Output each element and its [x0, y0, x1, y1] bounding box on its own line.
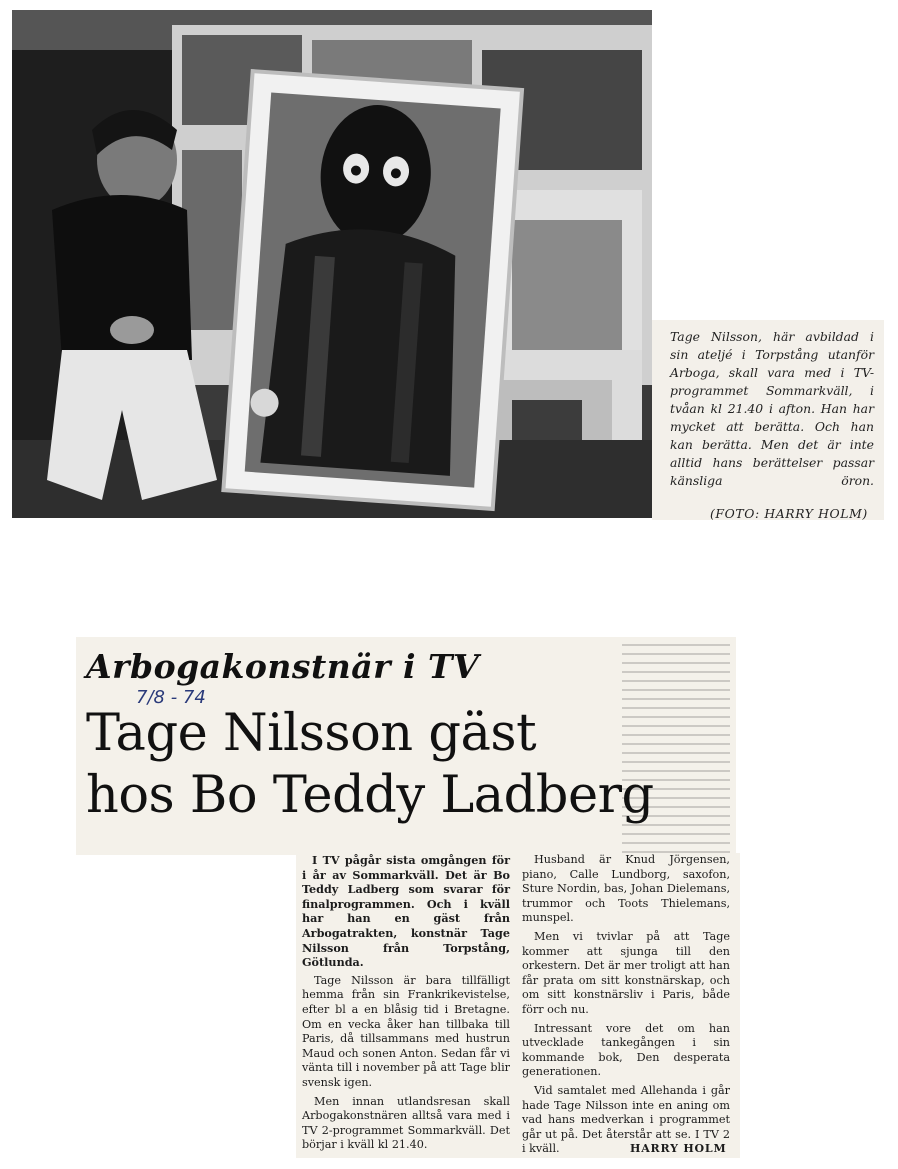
article-header [76, 637, 736, 855]
article-kicker: Arbogakonstnär i TV [86, 647, 480, 686]
handwritten-date: 7/8 - 74 [136, 687, 206, 708]
photo-credit: (FOTO: HARRY HOLM) [710, 506, 868, 521]
article-paragraph: Husband är Knud Jörgensen, piano, Calle Lundborg, saxofon, Sture Nordin, bas, Johan Dielemans, trummor och Toots Thielemans, munspel. [522, 853, 730, 925]
article-column-2 [522, 853, 730, 1161]
article-lead: I TV pågår sista omgången för i år av Sommarkväll. Det är Bo Teddy Ladberg som svarar för finalprogrammen. Och i kväll har han en gäst från Arbogatrakten, konstnär Tage Nilsson från Torpstång, Götlunda. [302, 853, 510, 970]
article-paragraph: Tage Nilsson är bara tillfälligt hemma från sin Frankrikevistelse, efter bl a en blåsig tid i Bretagne. Om en vecka åker han tillbaka till Paris, då tillsammans med hustrun Maud och sonen Anton. Sedan får vi vänta till i november på att Tage blir svensk igen. [302, 973, 510, 1089]
headline-line-1: Tage Nilsson gäst [86, 704, 537, 763]
photo-caption [652, 320, 884, 520]
article-headline [86, 703, 654, 827]
article-column-1 [302, 853, 510, 1157]
article-byline: HARRY HOLM [630, 1142, 727, 1155]
article-paragraph: Men vi tvivlar på att Tage kommer att sjunga till den orkestern. Det är mer troligt att han får prata om sitt konstnärskap, och om sitt konstnärsliv i Paris, både förr och nu. [522, 929, 730, 1016]
headline-line-2: hos Bo Teddy Ladberg [86, 766, 654, 825]
caption-text: Tage Nilsson, här avbildad i sin ateljé i Torpstång utanför Arboga, skall vara med i TV- programmet Sommarkväll, i tvåan kl 21.40 i afton. Han har mycket att berätta. Och han kan berätta. Men det är inte alltid hans berättelser passar känsliga öron. [670, 329, 874, 488]
article-paragraph: Men innan utlandsresan skall Arbogakonstnären alltså vara med i TV 2-programmet Sommarkväll. Det börjar i kväll kl 21.40. [302, 1094, 510, 1152]
article-photo [12, 10, 652, 518]
article-paragraph: Intressant vore det om han utvecklade tankegången i sin kommande bok, Den desperata generationen. [522, 1021, 730, 1079]
article-paragraph: Vid samtalet med Allehanda i går hade Tage Nilsson inte en aning om vad hans medverkan i programmet går ut på. Det återstår att se. I TV 2 i kväll. [522, 1083, 730, 1156]
artist-studio-photo [12, 10, 652, 518]
article-body [296, 853, 740, 1158]
